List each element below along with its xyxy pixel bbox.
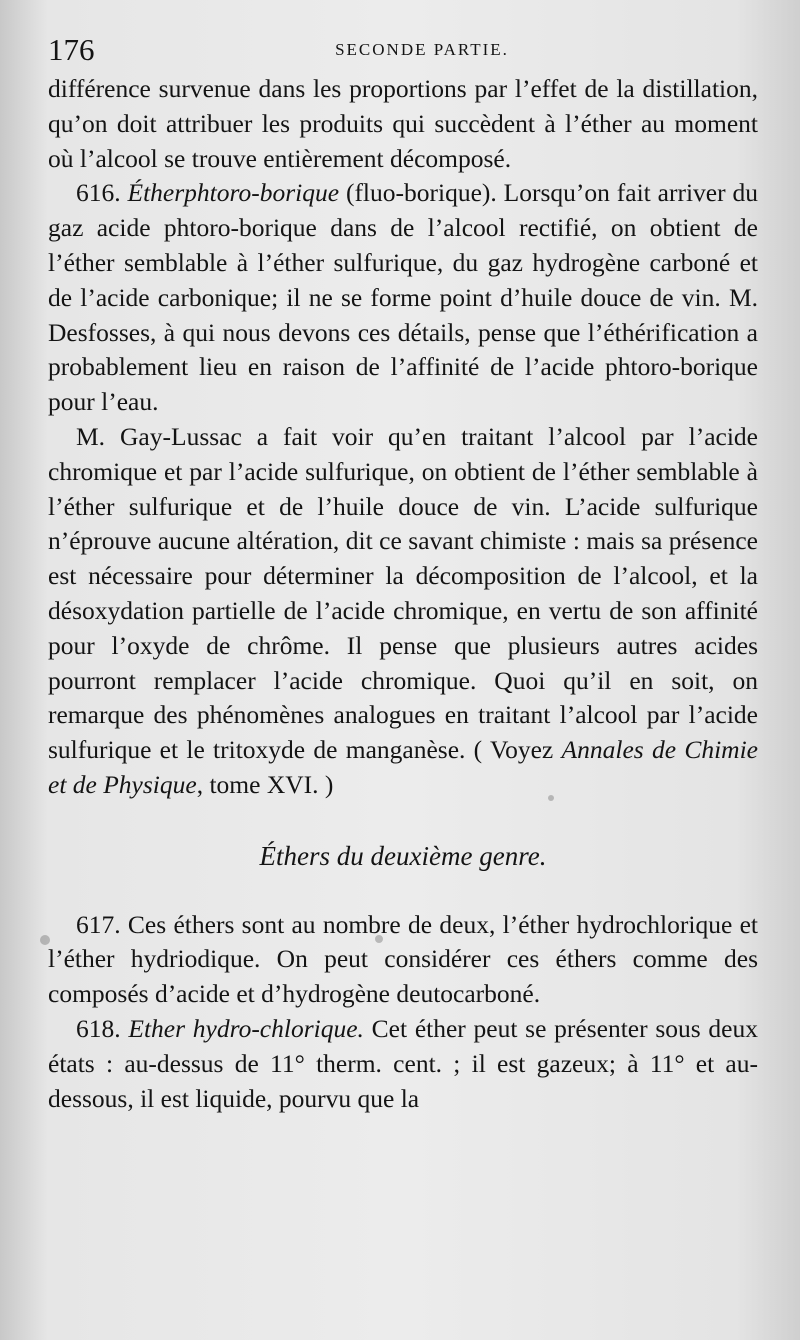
citation-title: Annales de Chimie et de Physique [48, 735, 758, 799]
ink-spot [375, 935, 383, 943]
paragraph-body: M. Gay-Lussac a fait voir qu’en traitant l’alcool par l’acide chromique et par l’acide sulfurique, on obtient de l’éther semblable à l’éther sulfurique et de l’huile douce de vin. L’acide sulfurique n’éprouve aucune altération, dit ce savant chimiste : mais sa présence est nécessaire pour déterminer la décomposition de l’alcool, et la désoxydation partielle de l’acide chromique, en vertu de son affinité pour l’oxyde de chrôme. Il pense que plusieurs autres acides pourront remplacer l’acide chromique. Quoi qu’il en soit, on remarque des phénomènes analogues en traitant l’alcool par l’acide sulfurique et le tritoxyde de manganèse. ( Voyez [48, 421, 758, 765]
paragraph-618 [48, 1012, 758, 1116]
paragraph-title: Ether hydro-chlorique. [128, 1013, 364, 1043]
paragraph-gay-lussac [48, 420, 758, 803]
page-number: 176 [48, 32, 95, 67]
paragraph-body: (fluo-borique). Lorsqu’on fait arriver du gaz acide phtoro-borique dans de l’alcool rectifié, on obtient de l’éther semblable à l’éther sulfurique, du gaz hydrogène carboné et de l’acide carbonique; il ne se forme point d’huile douce de vin. M. Desfosses, à qui nous devons ces détails, pense que l’éthérification a probablement lieu en raison de l’affinité de l’acide phtoro-borique pour l’eau. [48, 178, 758, 417]
paragraph-continuation: différence survenue dans les proportions par l’effet de la distillation, qu’on doit attribuer les produits qui succèdent à l’éther au moment où l’alcool se trouve entièrement décomposé. [48, 74, 758, 173]
section-heading: Éthers du deuxième genre. [259, 840, 547, 871]
ink-spot [40, 935, 50, 945]
paragraph-title: Étherphtoro-borique [127, 178, 340, 208]
ink-spot [548, 795, 554, 801]
running-head: SECONDE PARTIE. [335, 40, 509, 59]
paragraph-617: 617. Ces éthers sont au nombre de deux, l’éther hydrochlorique et l’éther hydriodique. On peut considérer ces éthers comme des composés d’acide et d’hydrogène deutocarboné. [48, 909, 758, 1009]
paragraph-number: 618. [76, 1013, 121, 1043]
paragraph-body-end: , tome XVI. ) [196, 769, 334, 799]
paragraph-616 [48, 176, 758, 420]
page-header [48, 30, 756, 70]
paragraph-number: 616. [76, 178, 121, 208]
body-text [48, 72, 758, 1116]
paragraph-body: Cet éther peut se présenter sous deux états : au-dessus de 11° therm. cent. ; il est gazeux; à 11° et au-dessous, il est liquide, pourvu que la [48, 1013, 759, 1113]
